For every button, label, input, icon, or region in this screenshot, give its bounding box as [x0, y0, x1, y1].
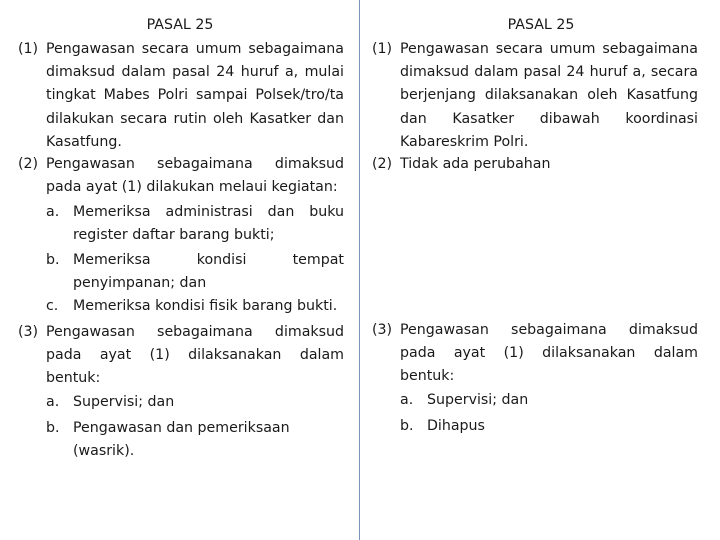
left-p2-text: Pengawasan sebagaimana dimaksud pada ayat (1) dilakukan melaui kegiatan:	[46, 156, 344, 196]
left-p2c-text: Memeriksa kondisi fisik barang bukti.	[73, 298, 338, 314]
left-p2c-label: c.	[46, 298, 59, 314]
left-p3b-label: b.	[46, 420, 60, 436]
left-p3a-text: Supervisi; dan	[73, 394, 175, 410]
left-p2a-label: a.	[46, 204, 60, 220]
left-p2a-text: Memeriksa administrasi dan buku register daftar barang bukti;	[73, 204, 344, 244]
left-p1-label: (1)	[18, 41, 39, 57]
left-p2b-text: Memeriksa kondisi tempat penyimpanan; dan	[73, 252, 344, 292]
right-p3-text: Pengawasan sebagaimana dimaksud pada ayat (1) dilaksanakan dalam bentuk:	[400, 322, 698, 385]
left-p2-label: (2)	[18, 156, 39, 172]
right-p3a-text: Supervisi; dan	[427, 392, 529, 408]
left-p3b-text: Pengawasan dan pemeriksaan (wasrik).	[73, 420, 290, 460]
left-p3-text: Pengawasan sebagaimana dimaksud pada ayat (1) dilaksanakan dalam bentuk:	[46, 324, 344, 387]
right-p3a-label: a.	[400, 392, 414, 408]
right-p2-label: (2)	[372, 156, 393, 172]
right-p2-text: Tidak ada perubahan	[400, 156, 551, 172]
left-title: PASAL 25	[146, 17, 214, 33]
column-divider	[359, 0, 360, 540]
left-p2b-label: b.	[46, 252, 60, 268]
right-p3b-label: b.	[400, 418, 414, 434]
left-p1-text: Pengawasan secara umum sebagaimana dimaksud dalam pasal 24 huruf a, mulai tingkat Mabes Polri sampai Polsek/tro/ta dilakukan secara rutin oleh Kasatker dan Kasatfung.	[46, 41, 344, 150]
left-p3-label: (3)	[18, 324, 39, 340]
right-p1-label: (1)	[372, 41, 393, 57]
left-p3a-label: a.	[46, 394, 60, 410]
right-title: PASAL 25	[507, 17, 575, 33]
right-p3b-text: Dihapus	[427, 418, 485, 434]
right-p1-text: Pengawasan secara umum sebagaimana dimaksud dalam pasal 24 huruf a, secara berjenjang dilaksanakan oleh Kasatfung dan Kasatker dibawah koordinasi Kabareskrim Polri.	[400, 41, 698, 150]
right-p3-label: (3)	[372, 322, 393, 338]
